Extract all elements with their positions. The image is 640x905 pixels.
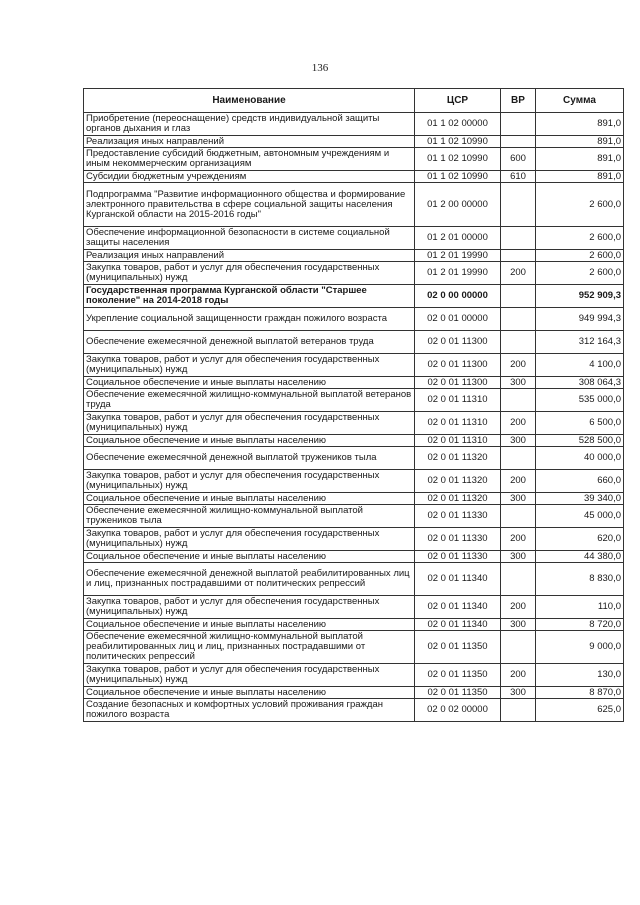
table-row	[84, 596, 624, 619]
cell-name: Закупка товаров, работ и услуг для обеспечения государственных (муниципальных) нужд	[84, 262, 415, 285]
cell-name: Закупка товаров, работ и услуг для обеспечения государственных (муниципальных) нужд	[84, 470, 415, 493]
cell-vr: 610	[501, 171, 536, 183]
cell-sum: 891,0	[536, 113, 624, 136]
cell-name: Закупка товаров, работ и услуг для обеспечения государственных (муниципальных) нужд	[84, 664, 415, 687]
cell-csr: 01 1 02 10990	[415, 136, 501, 148]
cell-vr: 300	[501, 619, 536, 631]
table-row	[84, 285, 624, 308]
cell-name: Укрепление социальной защищенности граждан пожилого возраста	[84, 308, 415, 331]
table-row	[84, 447, 624, 470]
cell-name: Обеспечение информационной безопасности в системе социальной защиты населения	[84, 227, 415, 250]
cell-name: Предоставление субсидий бюджетным, автономным учреждениям и иным некоммерческим организациям	[84, 148, 415, 171]
cell-csr: 02 0 01 00000	[415, 308, 501, 331]
cell-sum: 952 909,3	[536, 285, 624, 308]
cell-csr: 02 0 01 11350	[415, 664, 501, 687]
table-row	[84, 389, 624, 412]
table-row	[84, 687, 624, 699]
cell-csr: 01 1 02 10990	[415, 171, 501, 183]
cell-sum: 45 000,0	[536, 505, 624, 528]
cell-vr	[501, 227, 536, 250]
cell-vr: 200	[501, 664, 536, 687]
cell-sum: 39 340,0	[536, 493, 624, 505]
table-row	[84, 435, 624, 447]
cell-name: Закупка товаров, работ и услуг для обеспечения государственных (муниципальных) нужд	[84, 528, 415, 551]
cell-csr: 02 0 01 11330	[415, 528, 501, 551]
cell-vr: 300	[501, 493, 536, 505]
cell-vr	[501, 631, 536, 664]
cell-sum: 2 600,0	[536, 262, 624, 285]
cell-name: Государственная программа Курганской области "Старшее поколение" на 2014-2018 годы	[84, 285, 415, 308]
cell-name: Социальное обеспечение и иные выплаты населению	[84, 435, 415, 447]
table-row	[84, 528, 624, 551]
cell-vr: 200	[501, 412, 536, 435]
table-header-row	[84, 89, 624, 113]
table-row	[84, 250, 624, 262]
table-row	[84, 113, 624, 136]
cell-name: Социальное обеспечение и иные выплаты населению	[84, 619, 415, 631]
table-row	[84, 699, 624, 722]
cell-vr: 200	[501, 262, 536, 285]
cell-sum: 949 994,3	[536, 308, 624, 331]
cell-csr: 02 0 01 11330	[415, 505, 501, 528]
cell-sum: 8 720,0	[536, 619, 624, 631]
cell-vr	[501, 113, 536, 136]
cell-vr: 200	[501, 470, 536, 493]
cell-vr	[501, 563, 536, 596]
table-row	[84, 470, 624, 493]
cell-vr	[501, 331, 536, 354]
table-row	[84, 551, 624, 563]
table-row	[84, 619, 624, 631]
budget-table	[83, 88, 624, 722]
column-header-csr: ЦСР	[415, 89, 501, 113]
cell-name: Субсидии бюджетным учреждениям	[84, 171, 415, 183]
cell-sum: 312 164,3	[536, 331, 624, 354]
cell-csr: 02 0 01 11310	[415, 435, 501, 447]
cell-vr	[501, 389, 536, 412]
column-header-name: Наименование	[84, 89, 415, 113]
cell-vr	[501, 250, 536, 262]
cell-sum: 891,0	[536, 171, 624, 183]
cell-vr	[501, 505, 536, 528]
cell-vr: 300	[501, 551, 536, 563]
cell-name: Подпрограмма "Развитие информационного общества и формирование электронного правительства в сфере социальной защиты населения Курганской области на 2015-2016 годы"	[84, 183, 415, 227]
cell-sum: 6 500,0	[536, 412, 624, 435]
cell-csr: 01 1 02 10990	[415, 148, 501, 171]
table-row	[84, 412, 624, 435]
cell-csr: 02 0 01 11300	[415, 354, 501, 377]
cell-name: Реализация иных направлений	[84, 250, 415, 262]
cell-csr: 02 0 01 11350	[415, 631, 501, 664]
cell-name: Социальное обеспечение и иные выплаты населению	[84, 687, 415, 699]
table-row	[84, 148, 624, 171]
cell-csr: 02 0 02 00000	[415, 699, 501, 722]
cell-sum: 4 100,0	[536, 354, 624, 377]
table-row	[84, 493, 624, 505]
table-row	[84, 171, 624, 183]
cell-vr: 300	[501, 687, 536, 699]
cell-vr	[501, 136, 536, 148]
cell-vr	[501, 699, 536, 722]
cell-csr: 02 0 01 11340	[415, 563, 501, 596]
cell-csr: 02 0 01 11320	[415, 493, 501, 505]
cell-csr: 01 2 01 19990	[415, 250, 501, 262]
cell-sum: 625,0	[536, 699, 624, 722]
table-row	[84, 563, 624, 596]
cell-sum: 891,0	[536, 148, 624, 171]
column-header-vr: ВР	[501, 89, 536, 113]
table-body	[84, 113, 624, 722]
cell-csr: 02 0 01 11340	[415, 619, 501, 631]
page-number: 136	[311, 62, 329, 74]
cell-vr: 200	[501, 528, 536, 551]
cell-sum: 40 000,0	[536, 447, 624, 470]
cell-name: Социальное обеспечение и иные выплаты населению	[84, 377, 415, 389]
cell-vr: 300	[501, 435, 536, 447]
cell-name: Обеспечение ежемесячной жилищно-коммунальной выплатой тружеников тыла	[84, 505, 415, 528]
table-row	[84, 308, 624, 331]
cell-csr: 02 0 01 11320	[415, 470, 501, 493]
cell-name: Обеспечение ежемесячной денежной выплатой ветеранов труда	[84, 331, 415, 354]
cell-sum: 535 000,0	[536, 389, 624, 412]
cell-name: Закупка товаров, работ и услуг для обеспечения государственных (муниципальных) нужд	[84, 596, 415, 619]
cell-sum: 308 064,3	[536, 377, 624, 389]
cell-csr: 02 0 01 11340	[415, 596, 501, 619]
cell-sum: 9 000,0	[536, 631, 624, 664]
table-row	[84, 377, 624, 389]
table-row	[84, 631, 624, 664]
cell-vr	[501, 308, 536, 331]
cell-csr: 02 0 01 11350	[415, 687, 501, 699]
cell-sum: 8 830,0	[536, 563, 624, 596]
cell-name: Закупка товаров, работ и услуг для обеспечения государственных (муниципальных) нужд	[84, 412, 415, 435]
cell-sum: 891,0	[536, 136, 624, 148]
table-row	[84, 183, 624, 227]
cell-vr: 300	[501, 377, 536, 389]
cell-name: Закупка товаров, работ и услуг для обеспечения государственных (муниципальных) нужд	[84, 354, 415, 377]
cell-sum: 2 600,0	[536, 227, 624, 250]
cell-csr: 01 1 02 00000	[415, 113, 501, 136]
cell-csr: 02 0 00 00000	[415, 285, 501, 308]
cell-csr: 02 0 01 11300	[415, 377, 501, 389]
table-row	[84, 262, 624, 285]
table-row	[84, 227, 624, 250]
cell-name: Обеспечение ежемесячной денежной выплатой тружеников тыла	[84, 447, 415, 470]
cell-sum: 620,0	[536, 528, 624, 551]
cell-csr: 01 2 01 19990	[415, 262, 501, 285]
column-header-sum: Сумма	[536, 89, 624, 113]
cell-name: Приобретение (переоснащение) средств индивидуальной защиты органов дыхания и глаз	[84, 113, 415, 136]
cell-sum: 130,0	[536, 664, 624, 687]
cell-name: Обеспечение ежемесячной жилищно-коммунальной выплатой реабилитированных лиц и лиц, признанных пострадавшими от политических репрессий	[84, 631, 415, 664]
cell-csr: 02 0 01 11330	[415, 551, 501, 563]
table-row	[84, 505, 624, 528]
cell-sum: 2 600,0	[536, 183, 624, 227]
cell-name: Социальное обеспечение и иные выплаты населению	[84, 493, 415, 505]
cell-vr	[501, 183, 536, 227]
cell-sum: 2 600,0	[536, 250, 624, 262]
cell-csr: 02 0 01 11320	[415, 447, 501, 470]
table-row	[84, 331, 624, 354]
cell-vr: 200	[501, 596, 536, 619]
cell-csr: 02 0 01 11310	[415, 412, 501, 435]
cell-vr: 600	[501, 148, 536, 171]
table-row	[84, 354, 624, 377]
cell-vr	[501, 285, 536, 308]
cell-csr: 01 2 01 00000	[415, 227, 501, 250]
cell-sum: 528 500,0	[536, 435, 624, 447]
cell-name: Обеспечение ежемесячной жилищно-коммунальной выплатой ветеранов труда	[84, 389, 415, 412]
cell-vr	[501, 447, 536, 470]
cell-name: Социальное обеспечение и иные выплаты населению	[84, 551, 415, 563]
cell-sum: 110,0	[536, 596, 624, 619]
cell-csr: 02 0 01 11300	[415, 331, 501, 354]
table-row	[84, 136, 624, 148]
cell-vr: 200	[501, 354, 536, 377]
cell-csr: 02 0 01 11310	[415, 389, 501, 412]
cell-csr: 01 2 00 00000	[415, 183, 501, 227]
cell-sum: 660,0	[536, 470, 624, 493]
cell-name: Обеспечение ежемесячной денежной выплатой реабилитированных лиц и лиц, признанных пострадавшими от политических репрессий	[84, 563, 415, 596]
cell-sum: 44 380,0	[536, 551, 624, 563]
cell-sum: 8 870,0	[536, 687, 624, 699]
cell-name: Реализация иных направлений	[84, 136, 415, 148]
table-row	[84, 664, 624, 687]
cell-name: Создание безопасных и комфортных условий проживания граждан пожилого возраста	[84, 699, 415, 722]
